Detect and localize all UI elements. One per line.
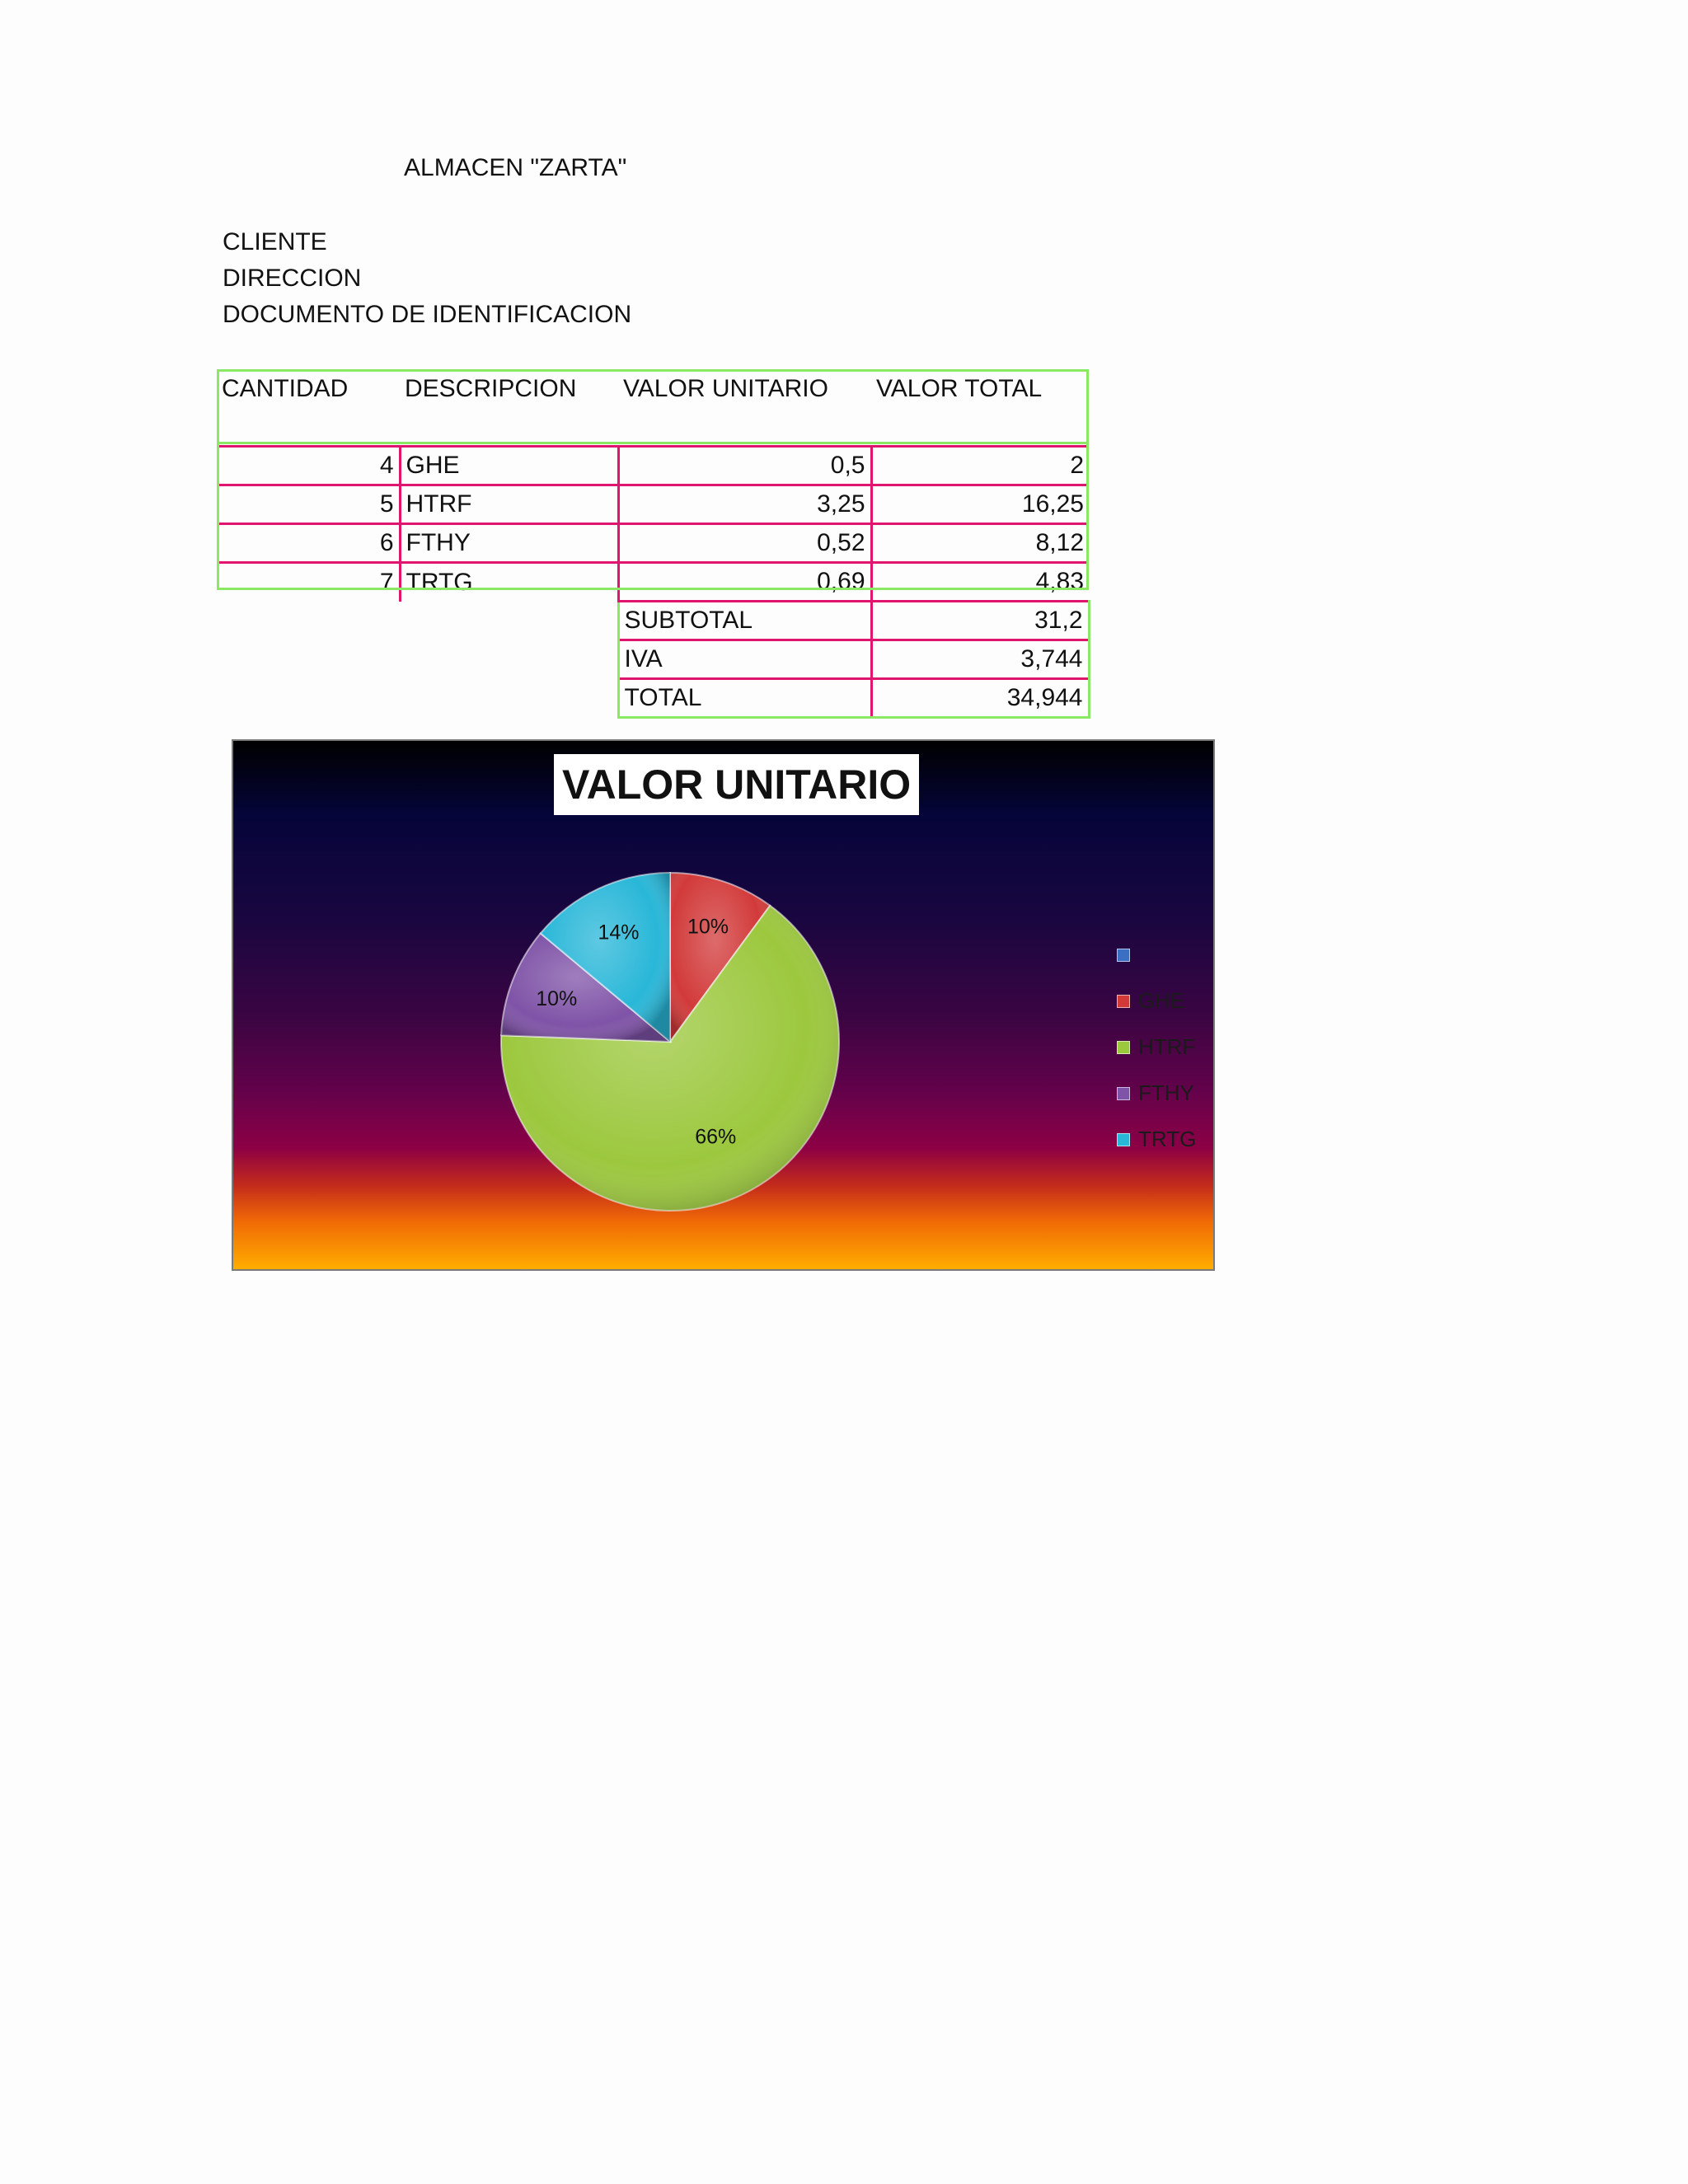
legend-label: HTRF <box>1138 1034 1196 1059</box>
id-document-label: DOCUMENTO DE IDENTIFICACION <box>223 301 632 328</box>
tax-value: 3,744 <box>871 640 1089 679</box>
table-row <box>217 447 1089 485</box>
total-value-cell: 4,83 <box>871 563 1089 602</box>
pie-data-label: 10% <box>536 987 578 1010</box>
tax-label: IVA <box>618 640 871 679</box>
header-separator-line <box>217 442 1089 444</box>
address-label: DIRECCION <box>223 265 362 292</box>
quantity-cell: 6 <box>217 524 400 563</box>
legend-swatch <box>1117 1087 1130 1100</box>
table-row <box>217 563 1089 602</box>
quantity-cell: 5 <box>217 485 400 524</box>
table-row <box>217 524 1089 563</box>
legend-label: FTHY <box>1138 1080 1194 1105</box>
client-label: CLIENTE <box>223 228 327 255</box>
subtotal-label: SUBTOTAL <box>618 602 871 640</box>
total-value-cell: 2 <box>871 447 1089 485</box>
legend-swatch <box>1117 995 1130 1008</box>
store-name: ALMACEN "ZARTA" <box>404 154 627 181</box>
unit-value-cell: 3,25 <box>618 485 871 524</box>
invoice-table <box>217 369 1090 719</box>
description-cell: TRTG <box>400 563 618 602</box>
total-value: 34,944 <box>871 679 1089 718</box>
pie-chart <box>232 739 1215 1271</box>
legend-swatch <box>1117 1133 1130 1146</box>
pie-data-label: 10% <box>687 915 729 939</box>
description-cell: GHE <box>400 447 618 485</box>
pie-chart-svg <box>233 741 1215 1271</box>
total-label: TOTAL <box>618 679 871 718</box>
subtotal-row <box>217 602 1089 640</box>
legend-label: TRTG <box>1138 1127 1197 1151</box>
column-header-total-value: VALOR TOTAL <box>876 375 1043 402</box>
legend-swatch <box>1117 949 1130 962</box>
column-header-description: DESCRIPCION <box>405 375 577 402</box>
total-row <box>217 679 1089 718</box>
description-cell: FTHY <box>400 524 618 563</box>
total-value-cell: 8,12 <box>871 524 1089 563</box>
chart-title: VALOR UNITARIO <box>554 754 919 815</box>
column-header-quantity: CANTIDAD <box>222 375 349 402</box>
legend-label: GHE <box>1138 988 1185 1013</box>
quantity-cell: 7 <box>217 563 400 602</box>
legend-swatch <box>1117 1041 1130 1054</box>
tax-row <box>217 640 1089 679</box>
table-header-row <box>217 369 1089 447</box>
unit-value-cell: 0,69 <box>618 563 871 602</box>
table-row <box>217 485 1089 524</box>
unit-value-cell: 0,5 <box>618 447 871 485</box>
description-cell: HTRF <box>400 485 618 524</box>
quantity-cell: 4 <box>217 447 400 485</box>
pie-data-label: 14% <box>598 921 640 944</box>
column-header-unit-value: VALOR UNITARIO <box>623 375 828 402</box>
unit-value-cell: 0,52 <box>618 524 871 563</box>
pie-data-label: 66% <box>695 1125 737 1149</box>
subtotal-value: 31,2 <box>871 602 1089 640</box>
total-value-cell: 16,25 <box>871 485 1089 524</box>
